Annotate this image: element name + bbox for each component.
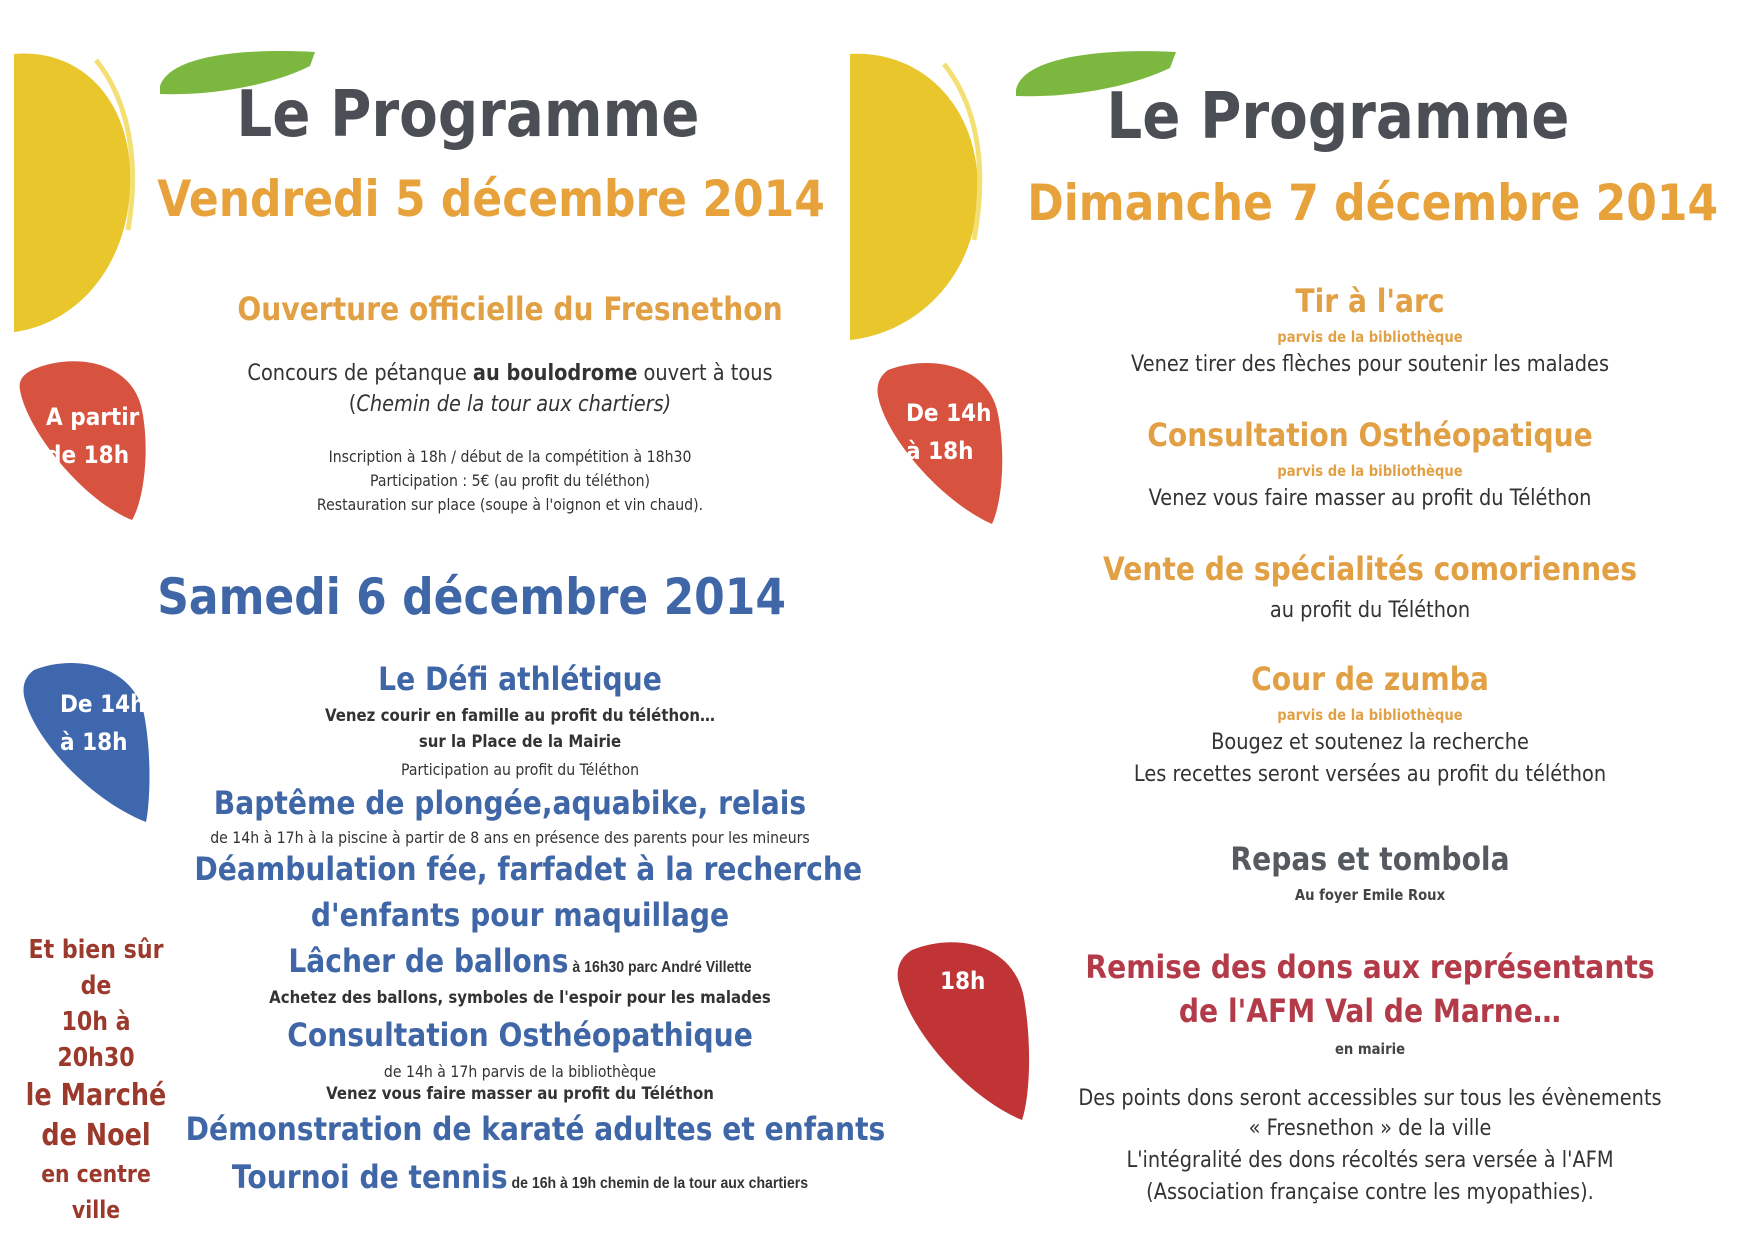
marche-line3: le Marché — [25, 1078, 167, 1113]
tir-line1: Venez tirer des flèches pour soutenir les malades — [1130, 352, 1610, 377]
defi-line1: Venez courir en famille au profit du téléthon… — [324, 706, 716, 726]
lacher-title: Lâcher de ballons — [288, 942, 569, 980]
friday-info2: Participation : 5€ (au profit du téléthon) — [370, 471, 650, 490]
remise-line1: Remise des dons aux représentants — [1085, 948, 1655, 986]
left-page-title: Le Programme — [236, 78, 700, 152]
remise-line2: de l'AFM Val de Marne… — [1178, 992, 1562, 1030]
lacher-heading-row — [194, 942, 845, 980]
deambulation-line1: Déambulation fée, farfadet à la recherche — [194, 850, 863, 888]
lacher-line1: Achetez des ballons, symboles de l'espoir pour les malades — [269, 988, 771, 1008]
left-yellow-leaf-shape — [0, 40, 150, 340]
sunday-date-heading: Dimanche 7 décembre 2014 — [1027, 174, 1719, 232]
friday-event-title: Ouverture officielle du Fresnethon — [237, 290, 783, 328]
karate-title: Démonstration de karaté adultes et enfants — [185, 1110, 886, 1148]
defi-line2: sur la Place de la Mairie — [418, 732, 622, 752]
marche-noel-note — [20, 932, 173, 1228]
friday-badge-line1: A partir — [46, 403, 140, 431]
consultation-sat-title: Consultation Osthéopathique — [287, 1016, 753, 1054]
right-page-title: Le Programme — [1106, 80, 1570, 154]
zumba-line1: Bougez et soutenez la recherche — [1211, 730, 1529, 755]
friday-badge-line2: de 18h — [46, 441, 130, 469]
consultation-sun-line1: Venez vous faire masser au profit du Téléthon — [1148, 486, 1592, 511]
tir-place: parvis de la bibliothèque — [1277, 328, 1463, 346]
bapteme-title: Baptême de plongée,aquabike, relais — [213, 784, 807, 822]
consultation-sat-line2: Venez vous faire masser au profit du Téléthon — [326, 1084, 714, 1104]
marche-line5: en centre ville — [41, 1160, 151, 1224]
points-line4: (Association française contre les myopathies). — [1146, 1180, 1594, 1205]
zumba-place: parvis de la bibliothèque — [1277, 706, 1463, 724]
consultation-sun-title: Consultation Osthéopatique — [1147, 416, 1593, 454]
points-line2: « Fresnethon » de la ville — [1248, 1116, 1492, 1141]
friday-line2-open: ( — [348, 392, 357, 417]
points-line1: Des points dons seront accessibles sur tous les évènements — [1078, 1086, 1662, 1111]
bapteme-line1: de 14h à 17h à la piscine à partir de 8 ans en présence des parents pour les mineurs — [210, 828, 810, 847]
lacher-inline-detail: à 16h30 parc André Villette — [568, 959, 752, 976]
friday-event-line2 — [228, 390, 791, 420]
friday-event-line1 — [228, 359, 791, 389]
marche-line1: Et bien sûr de — [28, 935, 164, 1001]
deambulation-line2: d'enfants pour maquillage — [310, 896, 730, 934]
defi-title: Le Défi athlétique — [378, 660, 662, 698]
vente-line1: au profit du Téléthon — [1269, 598, 1471, 623]
consultation-sat-line1: de 14h à 17h parvis de la bibliothèque — [383, 1062, 657, 1081]
saturday-time-badge — [60, 685, 146, 761]
friday-line1-a: Concours de pétanque — [247, 361, 473, 386]
saturday-date-heading: Samedi 6 décembre 2014 — [157, 568, 787, 626]
friday-line1-c: ouvert à tous — [637, 361, 773, 386]
right-yellow-leaf-shape — [850, 44, 1000, 344]
vente-title: Vente de spécialités comoriennes — [1103, 550, 1637, 588]
zumba-title: Cour de zumba — [1251, 660, 1489, 698]
friday-line2-text: Chemin de la tour aux chartiers) — [356, 392, 672, 417]
tennis-inline-detail: de 16h à 19h chemin de la tour aux chartiers — [507, 1175, 809, 1192]
points-line3: L'intégralité des dons récoltés sera versée à l'AFM — [1126, 1148, 1614, 1173]
tir-title: Tir à l'arc — [1295, 282, 1445, 320]
sunday-badge-line2: à 18h — [906, 437, 974, 465]
repas-title: Repas et tombola — [1230, 840, 1510, 878]
tennis-heading-row — [194, 1158, 845, 1196]
marche-line4: de Noel — [41, 1118, 151, 1153]
sunday-18h-badge: 18h — [940, 967, 986, 995]
saturday-badge-line2: à 18h — [60, 728, 128, 756]
friday-info3: Restauration sur place (soupe à l'oignon et vin chaud). — [316, 495, 704, 514]
consultation-sun-place: parvis de la bibliothèque — [1277, 462, 1463, 480]
defi-line3: Participation au profit du Téléthon — [400, 760, 640, 779]
sunday-badge-line1: De 14h — [906, 399, 992, 427]
sunday-time-badge — [906, 394, 992, 470]
friday-date-heading: Vendredi 5 décembre 2014 — [157, 170, 825, 228]
tennis-title: Tournoi de tennis — [231, 1158, 508, 1196]
friday-line1-b: au boulodrome — [472, 361, 638, 386]
friday-time-badge — [46, 398, 139, 474]
friday-info1: Inscription à 18h / début de la compétition à 18h30 — [328, 447, 692, 466]
marche-line2: 10h à 20h30 — [57, 1007, 135, 1073]
zumba-line2: Les recettes seront versées au profit du téléthon — [1133, 762, 1607, 787]
saturday-badge-line1: De 14h — [60, 690, 146, 718]
right-darkred-leaf-shape — [888, 930, 1038, 1130]
remise-place: en mairie — [1334, 1040, 1406, 1058]
repas-place: Au foyer Emile Roux — [1294, 886, 1446, 904]
